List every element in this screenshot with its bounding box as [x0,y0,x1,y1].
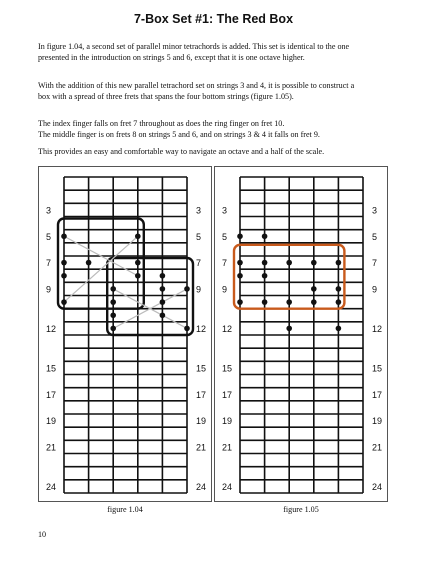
note-dot [184,326,190,332]
note-dot [184,286,190,292]
note-dot [110,312,116,318]
note-dot [135,233,141,239]
paragraph-3 [38,119,396,140]
figure-1-04-fretboard [39,167,213,503]
note-dot [286,299,292,305]
paragraph-4-line-1: This provides an easy and comfortable way to navigate an octave and a half of the scale. [38,147,325,156]
paragraph-3-line-1: The index finger falls on fret 7 throughout as does the ring finger on fret 10. [38,119,285,128]
note-dot [61,260,67,266]
figure-1-05-fretboard [215,167,389,503]
note-dot [110,299,116,305]
fret-number-label: 5 [46,231,52,242]
fret-number-label: 7 [372,258,378,269]
note-dot [237,299,243,305]
note-dot [160,286,166,292]
note-dot [61,233,67,239]
note-dot [262,273,268,279]
fret-number-label: 3 [222,205,228,216]
fret-number-label: 7 [196,258,202,269]
note-dot [311,260,317,266]
fret-number-label: 3 [196,205,202,216]
fret-number-label: 17 [222,389,233,400]
fret-number-label: 12 [222,323,233,334]
fret-number-label: 21 [196,442,207,453]
fret-number-label: 19 [46,416,57,427]
fret-number-label: 21 [46,442,57,453]
paragraph-1 [38,42,396,63]
page-title: 7-Box Set #1: The Red Box [133,12,294,26]
figure-1-05-caption: figure 1.05 [283,505,319,514]
note-dot [160,273,166,279]
fret-number-label: 21 [372,442,383,453]
note-dot [262,260,268,266]
note-dot [237,260,243,266]
note-dot [135,273,141,279]
note-dot [110,286,116,292]
fret-number-label: 3 [46,205,52,216]
paragraph-1-line-2: presented in the introduction on strings 5 and 6, except that it is one octave higher. [38,52,305,62]
fret-number-label: 7 [222,258,228,269]
fret-number-label: 5 [222,231,228,242]
fret-number-label: 24 [46,481,57,492]
paragraph-1-line-1: In figure 1.04, a second set of parallel minor tetrachords is added. This set is identical to the one [38,42,350,51]
figure-1-04-frame [38,166,212,502]
paragraph-2-line-1: With the addition of this new parallel tetrachord set on strings 3 and 4, it is possible to construct a [38,81,355,90]
note-dot [160,299,166,305]
page-number: 10 [38,530,47,539]
note-dot [262,233,268,239]
fret-number-label: 15 [196,363,207,374]
fret-number-label: 12 [196,323,207,334]
fret-number-label: 9 [196,284,202,295]
fret-number-label: 17 [196,389,207,400]
paragraph-4 [38,147,396,158]
fret-number-label: 24 [196,481,207,492]
fret-number-label: 15 [222,363,233,374]
note-dot [61,273,67,279]
note-dot [61,299,67,305]
paragraph-2-line-2: box with a spread of three frets that spans the four bottom strings (figure 1.05). [38,91,294,101]
note-dot [262,299,268,305]
note-dot [135,260,141,266]
paragraph-2 [38,81,396,102]
fret-number-label: 5 [372,231,378,242]
note-dot [311,286,317,292]
fret-number-label: 24 [222,481,233,492]
fret-number-label: 7 [46,258,52,269]
fret-number-label: 15 [372,363,383,374]
fret-number-label: 15 [46,363,57,374]
fret-number-label: 24 [372,481,383,492]
fret-number-label: 9 [372,284,378,295]
fret-number-label: 19 [196,416,207,427]
figure-1-05-frame [214,166,388,502]
fret-number-label: 9 [46,284,52,295]
paragraph-3-line-2: The middle finger is on frets 8 on strings 5 and 6, and on strings 3 & 4 it falls on fret 9. [38,129,320,139]
fret-number-label: 19 [372,416,383,427]
fret-number-label: 3 [372,205,378,216]
note-dot [86,260,92,266]
note-dot [336,326,342,332]
fret-number-label: 19 [222,416,233,427]
note-dot [110,326,116,332]
fret-number-label: 17 [46,389,57,400]
fret-number-label: 17 [372,389,383,400]
note-dot [237,233,243,239]
fret-number-label: 21 [222,442,233,453]
note-dot [286,326,292,332]
note-dot [237,273,243,279]
note-dot [336,286,342,292]
note-dot [286,260,292,266]
fret-number-label: 12 [46,323,57,334]
note-dot [336,260,342,266]
note-dot [311,299,317,305]
note-dot [160,312,166,318]
fret-number-label: 5 [196,231,202,242]
note-dot [336,299,342,305]
fret-number-label: 12 [372,323,383,334]
figure-1-04-caption: figure 1.04 [107,505,143,514]
fret-number-label: 9 [222,284,228,295]
